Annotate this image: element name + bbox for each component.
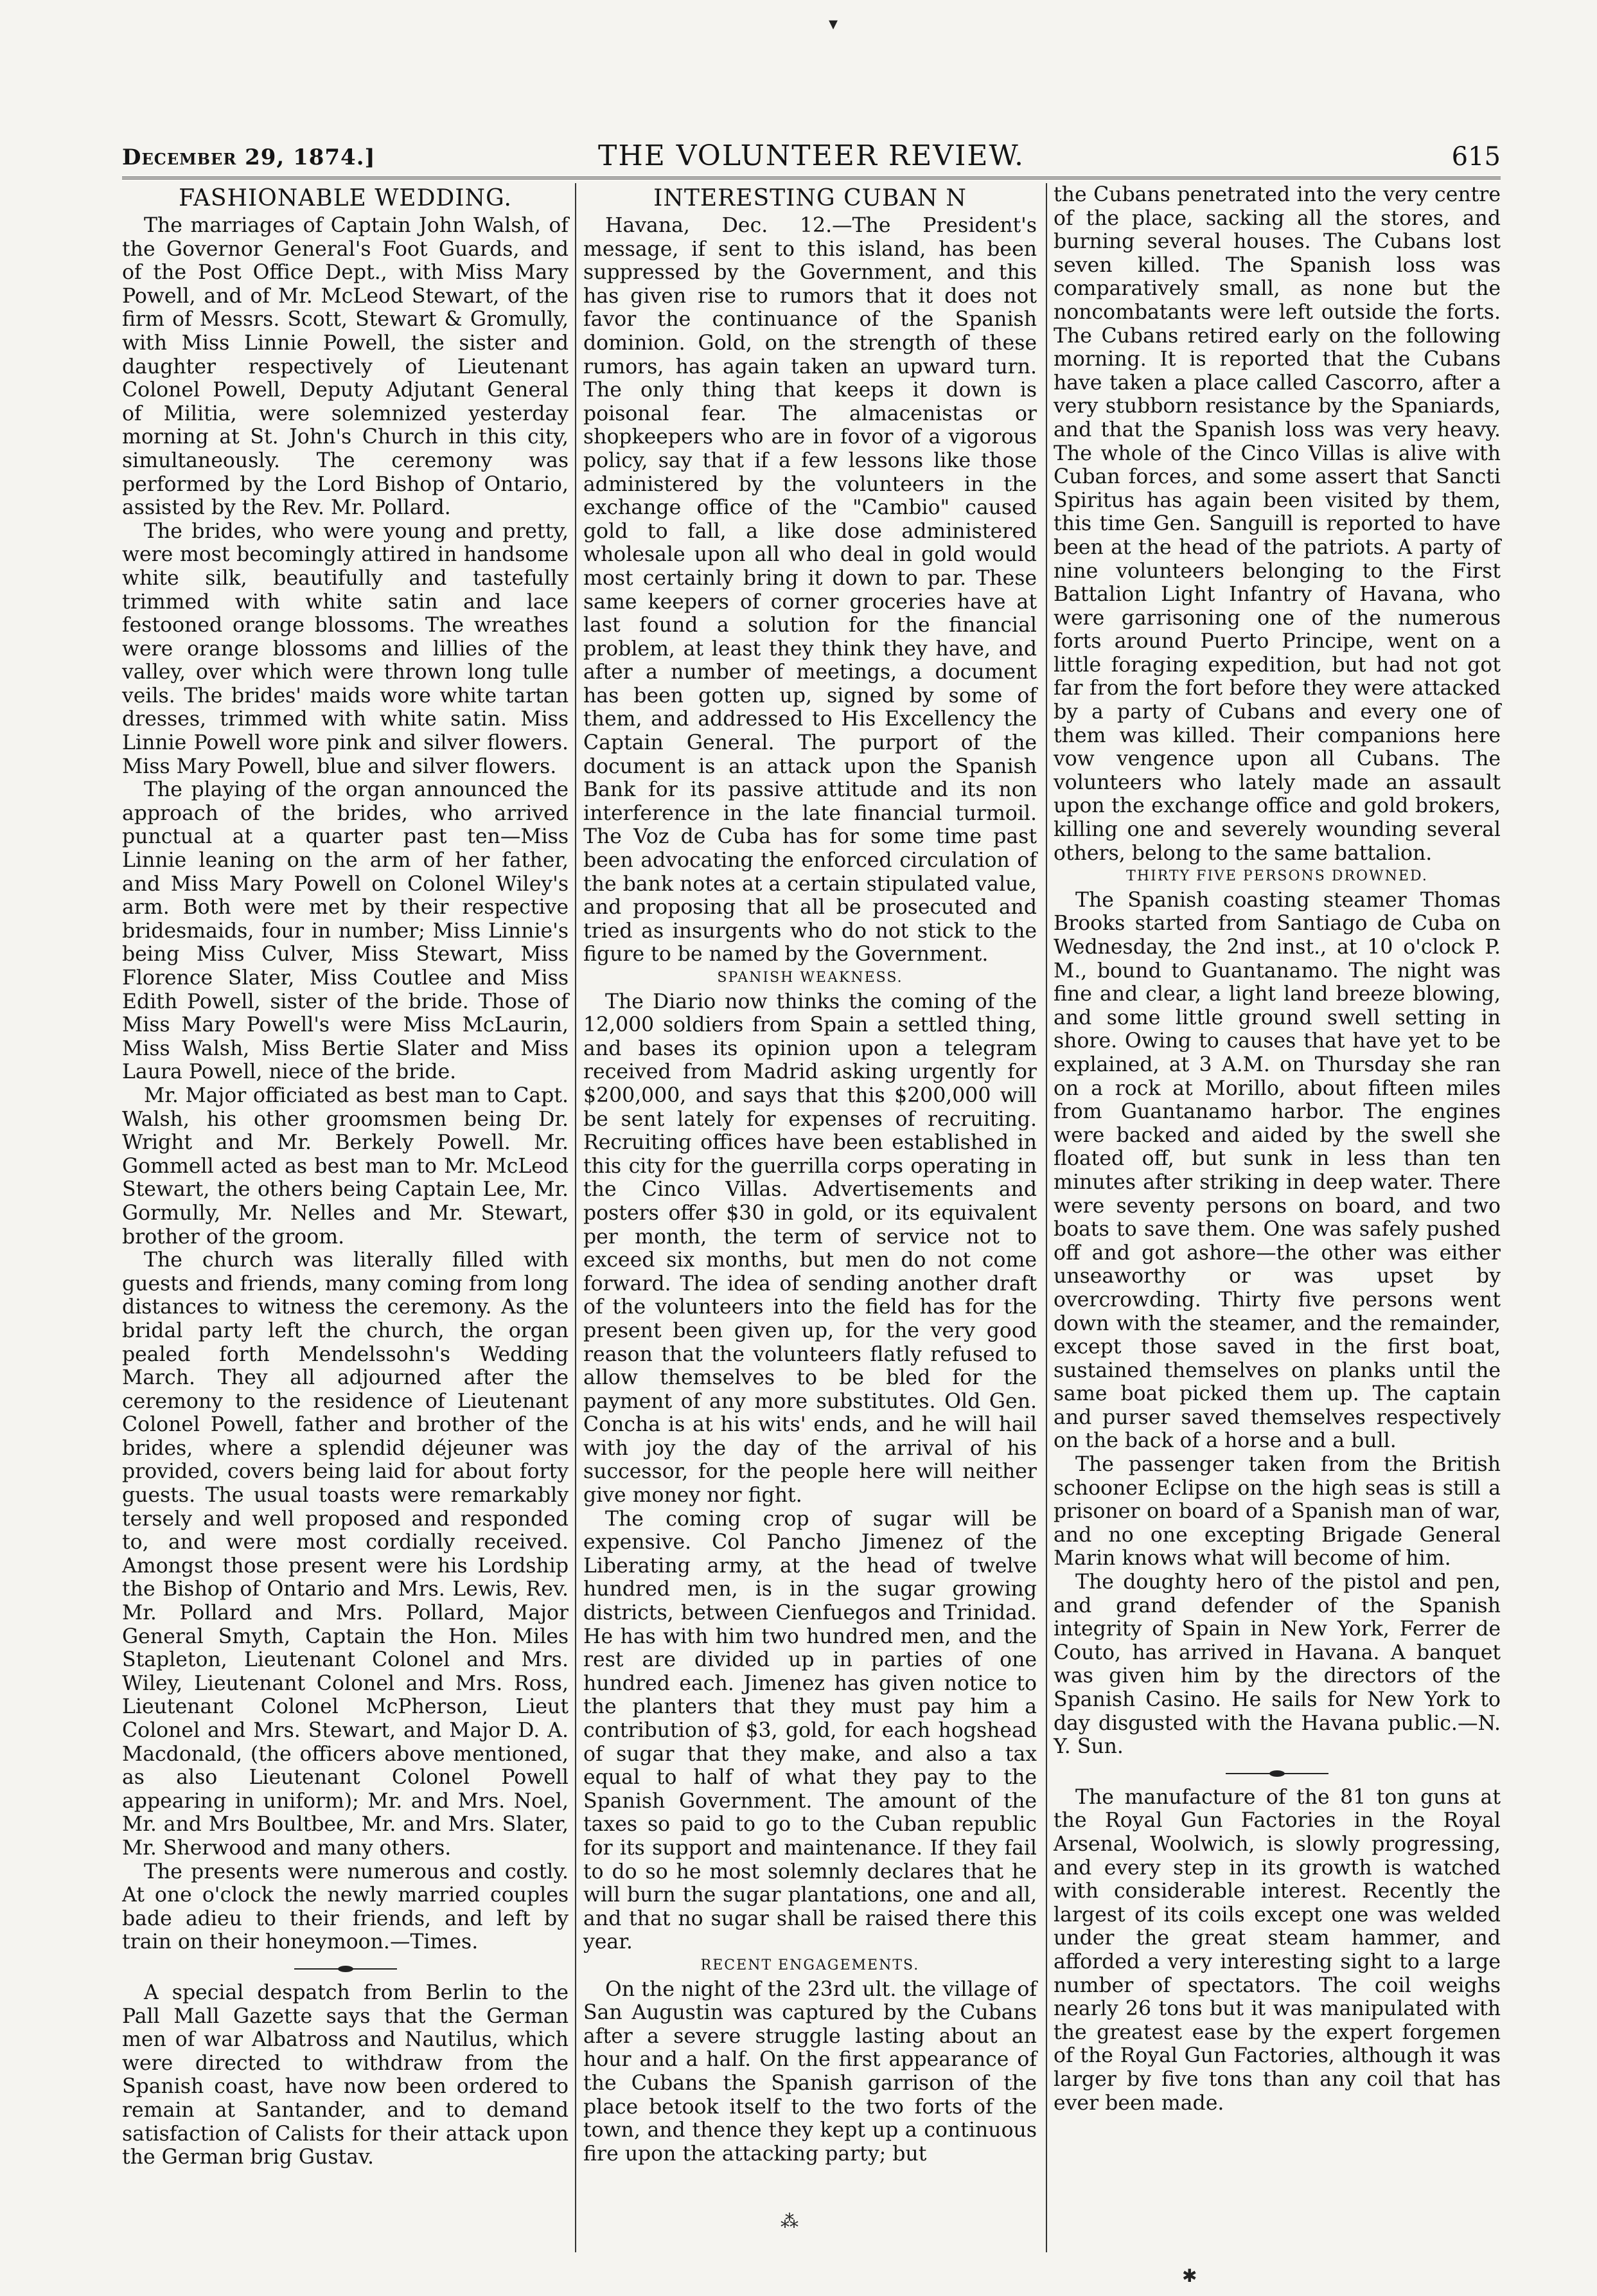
article-paragraph: The playing of the organ announced the approach of the brides, who arrived punctual at a quarter past ten—Miss Linnie leaning on the arm of her father, and Miss Mary Powell on Colonel Wiley's arm. Both were met by their respective bridesmaids, four in number; Miss Linnie's being Miss Culver, Miss Stewart, Miss Florence Slater, Miss Coutlee and Miss Edith Powell, sister of the bride. Those of Miss Mary Powell's were Miss McLaurin, Miss Walsh, Miss Bertie Slater and Miss Laura Powell, niece of the bride.	[122, 778, 569, 1084]
article-paragraph: The coming crop of sugar will be expensive. Col Pancho Jimenez of the Liberating army, at the head of twelve hundred men, is in the sugar growing districts, between Cienfuegos and Trinidad. He has with him two hundred men, and the rest are divided up in parties of one hundred each. Jimenez has given notice to the planters that they must pay him a contribution of $3, gold, for each hogshead of sugar that they make, and also a tax equal to half of what they pay to the Spanish Government. The amount of the taxes so paid to go to the Cuban republic for its support and maintenance. If they fail to do so he most solemnly declares that he will burn the sugar plantations, one and all, and that no sugar shall be raised there this year.	[583, 1507, 1037, 1954]
masthead	[122, 132, 1501, 177]
column-divider	[1046, 183, 1047, 2252]
print-smudge: ▾	[829, 13, 838, 34]
column-1	[122, 183, 569, 2169]
section-subhead: SPANISH WEAKNESS.	[717, 970, 903, 986]
article-paragraph: The marriages of Captain John Walsh, of the Governor General's Foot Guards, and of the Post Office Dept., with Miss Mary Powell, and of Mr. McLeod Stewart, of the firm of Messrs. Scott, Stewart & Gromully, with Miss Linnie Powell, the sister and daughter respectively of Lieutenant Colonel Powell, Deputy Adjutant General of Militia, were solemnized yesterday morning at St. John's Church in this city, simultaneously. The ceremony was performed by the Lord Bishop of Ontario, assisted by the Rev. Mr. Pollard.	[122, 214, 569, 520]
article-paragraph: A special despatch from Berlin to the Pall Mall Gazette says that the German men of war Albatross and Nautilus, which were directed to withdraw from the Spanish coast, have now been ordered to remain at Santander, and to demand satisfaction of Calists for their attack upon the German brig Gustav.	[122, 1980, 569, 2169]
article-paragraph: the Cubans penetrated into the very centre of the place, sacking all the stores, and burning several houses. The Cubans lost seven killed. The Spanish loss was comparatively small, as none but the noncombatants were left outside the forts. The Cubans retired early on the following morning. It is reported that the Cubans have taken a place called Cascorro, after a very stubborn resistance by the Spaniards, and that the Spanish loss was very heavy. The whole of the Cinco Villas is alive with Cuban forces, and some assert that Sancti Spiritus has again been visited by them, this time Gen. Sanguill is reported to have been at the head of the patriots. A party of nine volunteers belonging to the First Battalion Light Infantry of Havana, who were garrisoning one of the numerous forts around Puerto Principe, went on a little foraging expedition, but had not got far from the fort before they were attacked by a party of Cubans and every one of them was killed. Their companions here vow vengence upon all Cubans. The volunteers who lately made an assault upon the exchange office and gold brokers, killing one and severely wounding several others, belong to the same battalion.	[1054, 183, 1501, 865]
issue-date: December 29, 1874.]	[122, 145, 376, 170]
print-smudge: ✱	[1182, 2265, 1197, 2286]
column-3	[1054, 183, 1501, 2115]
page-number: 615	[1451, 142, 1501, 172]
article-paragraph: The church was literally filled with guests and friends, many coming from long distances to witness the ceremony. As the bridal party left the church, the organ pealed forth Mendelssohn's Wedding March. They all adjourned after the ceremony to the residence of Lieutenant Colonel Powell, father and brother of the brides, where a splendid déjeuner was provided, covers being laid for about forty guests. The usual toasts were remarkably tersely and well proposed and responded to, and were most cordially received. Amongst those present were his Lordship the Bishop of Ontario and Mrs. Lewis, Rev. Mr. Pollard and Mrs. Pollard, Major General Smyth, Captain the Hon. Miles Stapleton, Lieutenant Colonel and Mrs. Wiley, Lieutenant Colonel and Mrs. Ross, Lieutenant Colonel McPherson, Lieut Colonel and Mrs. Stewart, and Major D. A. Macdonald, (the officers above mentioned, as also Lieutenant Colonel Powell appearing in uniform); Mr. and Mrs. Noel, Mr. and Mrs Boultbee, Mr. and Mrs. Slater, Mr. Sherwood and many others.	[122, 1249, 569, 1860]
article-paragraph: The doughty hero of the pistol and pen, and grand defender of the Spanish integrity of Spain in New York, Ferrer de Couto, has arrived in Havana. A banquet was given him by the directors of the Spanish Casino. He sails for New York to day disgusted with the Havana public.—N. Y. Sun.	[1054, 1571, 1501, 1759]
article-paragraph: The passenger taken from the British schooner Eclipse on the high seas is still a prisoner on board of a Spanish man of war, and no one excepting Brigade General Marin knows what will become of him.	[1054, 1453, 1501, 1571]
section-subhead: RECENT ENGAGEMENTS.	[700, 1957, 920, 1973]
print-smudge: ⁂	[781, 2211, 798, 2232]
section-divider	[1226, 1770, 1328, 1777]
article-paragraph: On the night of the 23rd ult. the village of San Augustin was captured by the Cubans after a severe struggle lasting about an hour and a half. On the first appearance of the Cubans the Spanish garrison of the place betook itself to the two forts of the town, and thence they kept up a continuous fire upon the attacking party; but	[583, 1977, 1037, 2166]
article-headline: INTERESTING CUBAN N	[653, 185, 967, 211]
column-2	[583, 183, 1037, 2166]
section-subhead: THIRTY FIVE PERSONS DROWNED.	[1126, 868, 1428, 885]
header-rule	[122, 177, 1501, 179]
article-paragraph: The brides, who were young and pretty, were most becomingly attired in handsome white silk, beautifully and tastefully trimmed with white satin and lace festooned orange blossoms. The wreathes were orange blossoms and lillies of the valley, over which were thrown long tulle veils. The brides' maids wore white tartan dresses, trimmed with white satin. Miss Linnie Powell wore pink and silver flowers. Miss Mary Powell, blue and silver flowers.	[122, 519, 569, 778]
article-paragraph: The manufacture of the 81 ton guns at the Royal Gun Factories in the Royal Arsenal, Woolwich, is slowly progressing, and every step in its growth is watched with considerable interest. Recently the largest of its coils except one was welded under the great steam hammer, and afforded a very interesting sight to a large number of spectators. The coil weighs nearly 26 tons but it was manipulated with the greatest ease by the expert forgemen of the Royal Gun Factories, although it was larger by five tons than any coil that has ever been made.	[1054, 1785, 1501, 2115]
article-headline: FASHIONABLE WEDDING.	[179, 185, 512, 211]
article-paragraph: Havana, Dec. 12.—The President's message, if sent to this island, has been suppressed by the Government, and this has given rise to rumors that it does not favor the continuance of the Spanish dominion. Gold, on the strength of these rumors, has again taken an upward turn. The only thing that keeps it down is poisonal fear. The almacenistas or shopkeepers who are in fovor of a vigorous policy, say that if a few lessons like those administered by the volunteers in the exchange office of the "Cambio" caused gold to fall, a like dose administered wholesale upon all who deal in gold would most certainly bring it down to par. These same keepers of corner groceries have at last found a solution for the financial problem, at least they think they have, and after a number of meetings, a document has been gotten up, signed by some of them, and addressed to His Excellency the Captain General. The purport of the document is an attack upon the Spanish Bank for its passive attitude and its non interference in the late financial turmoil. The Voz de Cuba has for some time past been advocating the enforced circulation of the bank notes at a certain stipulated value, and proposing that all be prosecuted and tried as insurgents who do not stick to the figure to be named by the Government.	[583, 214, 1037, 966]
article-paragraph: The presents were numerous and costly. At one o'clock the newly married couples bade adieu to their friends, and left by train on their honeymoon.—Times.	[122, 1860, 569, 1954]
section-divider	[294, 1966, 397, 1972]
article-paragraph: The Diario now thinks the coming of the 12,000 soldiers from Spain a settled thing, and bases its opinion upon a telegram received from Madrid asking urgently for $200,000, and says that this $200,000 will be sent lately for expenses of recruiting. Recruiting offices have been established in this city for the guerrilla corps operating in the Cinco Villas. Advertisements and posters offer $30 in gold, or its equivalent per month, the term of service not to exceed six months, but men do not come forward. The idea of sending another draft of the volunteers into the field has for the present been given up, for the very good reason that the volunteers flatly refused to allow themselves to be bled for the payment of any more substitutes. Old Gen. Concha is at his wits' ends, and he will hail with joy the day of the arrival of his successor, for the people here will neither give money nor fight.	[583, 990, 1037, 1508]
column-divider	[575, 183, 576, 2252]
newspaper-title: THE VOLUNTEER REVIEW.	[597, 139, 1025, 172]
article-paragraph: The Spanish coasting steamer Thomas Brooks started from Santiago de Cuba on Wednesday, the 2nd inst., at 10 o'clock P. M., bound to Guantanamo. The night was fine and clear, a light land breeze blowing, and some little ground swell setting in shore. Owing to causes that have yet to be explained, at 3 A.M. on Thursday she ran on a rock at Morillo, about fifteen miles from Guantanamo harbor. The engines were backed and aided by the swell she floated off, but sunk in less than ten minutes after striking in deep water. There were seventy persons on board, and two boats to save them. One was safely pushed off and got ashore—the other was either unseaworthy or was upset by overcrowding. Thirty five persons went down with the steamer, and the remainder, except those saved in the first boat, sustained themselves on planks until the same boat picked them up. The captain and purser saved themselves respectively on the back of a horse and a bull.	[1054, 888, 1501, 1453]
article-paragraph: Mr. Major officiated as best man to Capt. Walsh, his other groomsmen being Dr. Wright and Mr. Berkely Powell. Mr. Gommell acted as best man to Mr. McLeod Stewart, the others being Captain Lee, Mr. Gormully, Mr. Nelles and Mr. Stewart, brother of the groom.	[122, 1083, 569, 1249]
